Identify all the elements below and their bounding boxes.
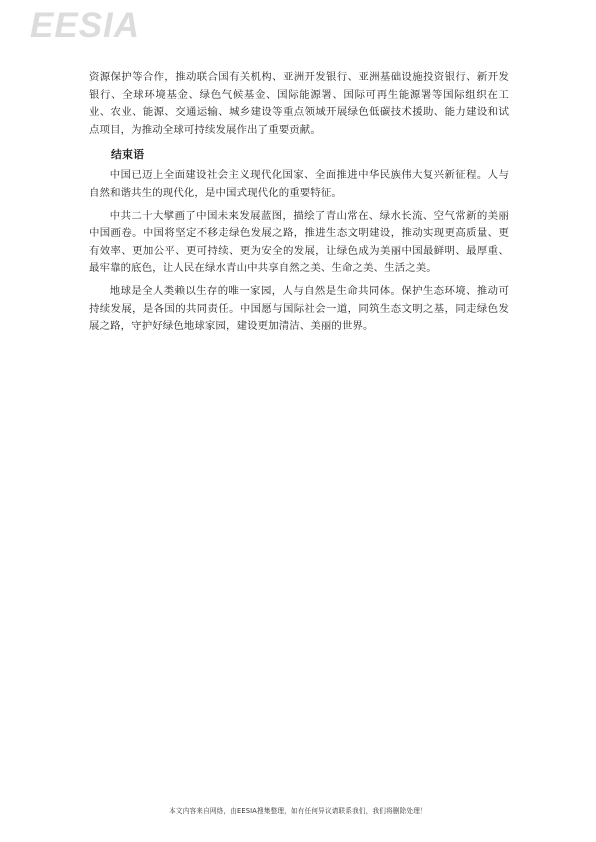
eesia-logo: EESIA	[30, 6, 141, 45]
section-heading-conclusion: 结束语	[111, 148, 145, 162]
footer-notice: 本文内容来自网络，由EESIA搜集整理，如有任何异议请联系我们，我们将删除处理！	[169, 807, 427, 815]
paragraph-conclusion-2: 中共二十大擘画了中国未来发展蓝图，描绘了青山常在、绿水长流、空气常新的美丽中国画卷。中国将坚定不移走绿色发展之路，推进生态文明建设，推动实现更高质量、更有效率、更加公平、更可持续、更为安全的发展，让绿色成为美丽中国最鲜明、最厚重、最牢靠的底色，让人民在绿水青山中共享自然之美、生命之美、生活之美。	[89, 209, 509, 275]
paragraph-continuation: 资源保护等合作，推动联合国有关机构、亚洲开发银行、亚洲基础设施投资银行、新开发银行、全球环境基金、绿色气候基金、国际能源署、国际可再生能源署等国际组织在工业、农业、能源、交通运输、城乡建设等重点领域开展绿色低碳技术援助、能力建设和试点项目，为推动全球可持续发展作出了重要贡献。	[89, 71, 509, 136]
document-body	[89, 69, 509, 336]
paragraph-conclusion-1: 中国已迈上全面建设社会主义现代化国家、全面推进中华民族伟大复兴新征程。人与自然和谐共生的现代化，是中国式现代化的重要特征。	[89, 169, 509, 199]
paragraph-conclusion-3: 地球是全人类赖以生存的唯一家园，人与自然是生命共同体。保护生态环境、推动可持续发展，是各国的共同责任。中国愿与国际社会一道，同筑生态文明之基，同走绿色发展之路，守护好绿色地球家园，建设更加清洁、美丽的世界。	[89, 284, 509, 333]
